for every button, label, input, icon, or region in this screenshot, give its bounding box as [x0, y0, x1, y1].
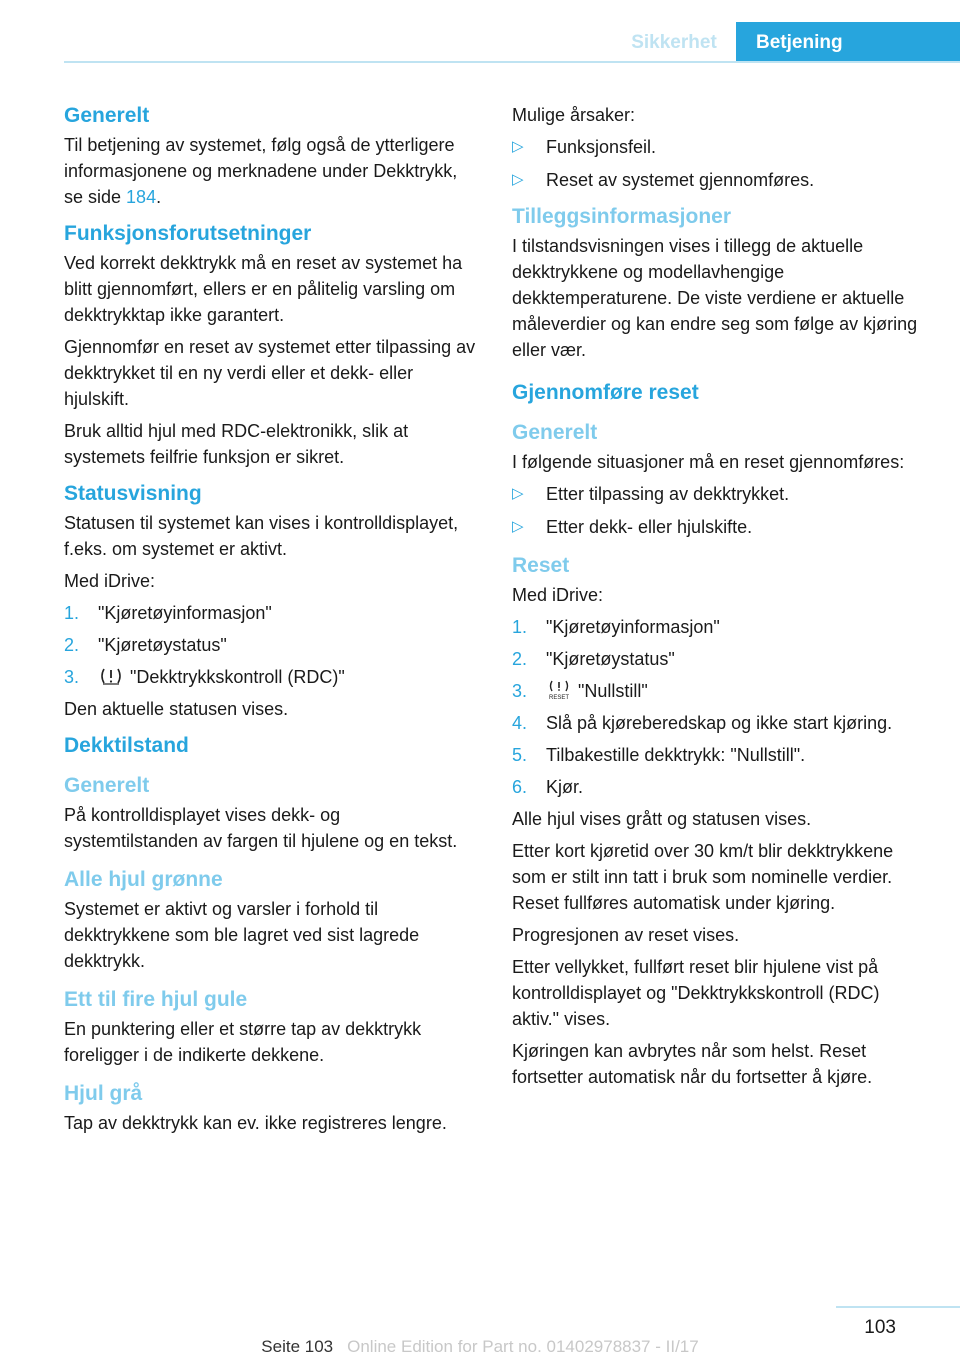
- page-number: 103: [864, 1317, 896, 1338]
- paragraph-funksjon-1: Ved korrekt dekktrykk må en reset av systemet ha blitt gjennomført, ellers er en pålitelig varsling om dekktrykktap ikke garantert.: [64, 253, 463, 325]
- edition-text: Online Edition for Part no. 01402978837 - II/17: [347, 1337, 699, 1356]
- triangle-bullet-icon: ▷: [512, 138, 524, 155]
- paragraph-dekk-generelt: På kontrolldisplayet vises dekk- og systemtilstanden av fargen til hjulene og en tekst.: [64, 805, 458, 851]
- heading-dekktilstand: Dekktilstand: [64, 734, 189, 757]
- heading-gjennomfore-reset: Gjennomføre reset: [512, 381, 699, 404]
- subheading-hjul-gra: Hjul grå: [64, 1082, 143, 1105]
- right-column: [512, 102, 924, 1096]
- heading-funksjonsforutsetninger: Funksjonsforutsetninger: [64, 222, 312, 245]
- tire-pressure-warning-icon: [98, 666, 124, 686]
- footer-rule: [836, 1306, 960, 1308]
- list-item: [512, 481, 924, 507]
- step-text: "Kjøretøystatus": [546, 649, 675, 669]
- step-number: 3.: [64, 667, 80, 687]
- list-item: [512, 134, 924, 160]
- list-item: [512, 514, 924, 540]
- list-item: [64, 600, 476, 626]
- header-tab-sikkerhet[interactable]: Sikkerhet: [631, 32, 717, 53]
- paragraph-after-4: Etter vellykket, fullført reset blir hjulene vist på kontrolldisplayet og "Dekktrykkskontroll (RDC) aktiv." vises.: [512, 957, 880, 1029]
- list-item: [64, 664, 476, 690]
- paragraph-mulige: Mulige årsaker:: [512, 105, 636, 125]
- subheading-reset: Reset: [512, 554, 570, 577]
- bullet-text: Etter dekk- eller hjulskifte.: [546, 517, 753, 537]
- triangle-bullet-icon: ▷: [512, 171, 524, 188]
- paragraph-generelt: [64, 132, 476, 210]
- list-item: [512, 646, 924, 672]
- step-number: 4.: [512, 713, 528, 733]
- paragraph-status-3: Den aktuelle statusen vises.: [64, 699, 289, 719]
- step-text: "Kjøretøyinformasjon": [98, 603, 272, 623]
- paragraph-gule: En punktering eller et større tap av dekktrykk foreligger i de indikerte dekkene.: [64, 1019, 422, 1065]
- paragraph-text: Til betjening av systemet, følg også de ytterligere informasjonene og merknadene under Dekktrykk, se side: [64, 135, 458, 207]
- paragraph-status-2: Med iDrive:: [64, 571, 156, 591]
- step-text: Slå på kjøreberedskap og ikke start kjøring.: [546, 713, 893, 733]
- step-text: "Kjøretøyinformasjon": [546, 617, 720, 637]
- step-number: 6.: [512, 777, 528, 797]
- bullet-text: Funksjonsfeil.: [546, 137, 657, 157]
- paragraph-after-3: Progresjonen av reset vises.: [512, 925, 740, 945]
- subheading-hjul-gule: Ett til fire hjul gule: [64, 988, 248, 1011]
- header-rule: [64, 61, 960, 63]
- list-item: [512, 742, 924, 768]
- step-number: 1.: [512, 617, 528, 637]
- subheading-reset-generelt: Generelt: [512, 421, 598, 444]
- paragraph-after-1: Alle hjul vises grått og statusen vises.: [512, 809, 812, 829]
- tire-pressure-reset-icon: [546, 680, 572, 700]
- step-text: Kjør.: [546, 777, 584, 797]
- heading-statusvisning: Statusvisning: [64, 482, 202, 505]
- paragraph-funksjon-2: Gjennomfør en reset av systemet etter tilpassing av dekktrykket til en ny verdi eller et dekk- eller hjulskift.: [64, 337, 476, 409]
- page-link-184[interactable]: 184: [126, 187, 157, 207]
- paragraph-after-5: Kjøringen kan avbrytes når som helst. Reset fortsetter automatisk når du fortsetter å kjøre.: [512, 1041, 873, 1087]
- step-text: "Nullstill": [578, 681, 648, 701]
- step-number: 5.: [512, 745, 528, 765]
- header-tab-betjening[interactable]: Betjening: [736, 22, 960, 63]
- paragraph-reset-idrive: Med iDrive:: [512, 585, 604, 605]
- status-steps: [64, 600, 476, 690]
- left-column: [64, 102, 476, 1142]
- list-item: [512, 167, 924, 193]
- step-number: 2.: [64, 635, 80, 655]
- cause-list: [512, 134, 924, 193]
- list-item: [512, 614, 924, 640]
- bullet-text: Reset av systemet gjennomføres.: [546, 170, 815, 190]
- reset-icon-label: RESET: [548, 695, 570, 700]
- paragraph-after-2: Etter kort kjøretid over 30 km/t blir dekktrykkene som er stilt inn tatt i bruk som nominelle verdier. Reset fullføres automatisk under kjøring.: [512, 841, 894, 913]
- paragraph-funksjon-3: Bruk alltid hjul med RDC-elektronikk, slik at systemets feilfrie funksjon er sikret.: [64, 421, 409, 467]
- paragraph-tillegg: I tilstandsvisningen vises i tillegg de aktuelle dekktrykkene og modellavhengige dekktemperaturene. De viste verdiene er aktuelle måleverdier og kan endre seg som følge av kjøring eller vær.: [512, 236, 918, 360]
- step-text: "Dekktrykkskontroll (RDC)": [130, 667, 345, 687]
- paragraph-reset-generelt: I følgende situasjoner må en reset gjennomføres:: [512, 452, 905, 472]
- step-number: 2.: [512, 649, 528, 669]
- paragraph-gra: Tap av dekktrykk kan ev. ikke registreres lengre.: [64, 1113, 447, 1133]
- list-item: [512, 774, 924, 800]
- step-text: Tilbakestille dekktrykk: "Nullstill".: [546, 745, 806, 765]
- list-item: [512, 678, 924, 704]
- paragraph-end: .: [156, 187, 162, 207]
- paragraph-gronne: Systemet er aktivt og varsler i forhold til dekktrykkene som ble lagret ved sist lagrede dekktrykk.: [64, 899, 420, 971]
- bullet-text: Etter tilpassing av dekktrykket.: [546, 484, 790, 504]
- triangle-bullet-icon: ▷: [512, 518, 524, 535]
- list-item: [64, 632, 476, 658]
- reset-steps: [512, 614, 924, 800]
- subheading-generelt: Generelt: [64, 774, 150, 797]
- subheading-alle-hjul-gronne: Alle hjul grønne: [64, 868, 223, 891]
- step-number: 1.: [64, 603, 80, 623]
- heading-tilleggsinformasjoner: Tilleggsinformasjoner: [512, 205, 731, 228]
- list-item: [512, 710, 924, 736]
- heading-generelt: Generelt: [64, 104, 150, 127]
- reset-situation-list: [512, 481, 924, 540]
- step-number: 3.: [512, 681, 528, 701]
- triangle-bullet-icon: ▷: [512, 485, 524, 502]
- edition-line: [0, 1336, 960, 1358]
- step-text: "Kjøretøystatus": [98, 635, 227, 655]
- watermark-text: Seite 103: [261, 1337, 334, 1356]
- paragraph-status-1: Statusen til systemet kan vises i kontrolldisplayet, f.eks. om systemet er aktivt.: [64, 513, 459, 559]
